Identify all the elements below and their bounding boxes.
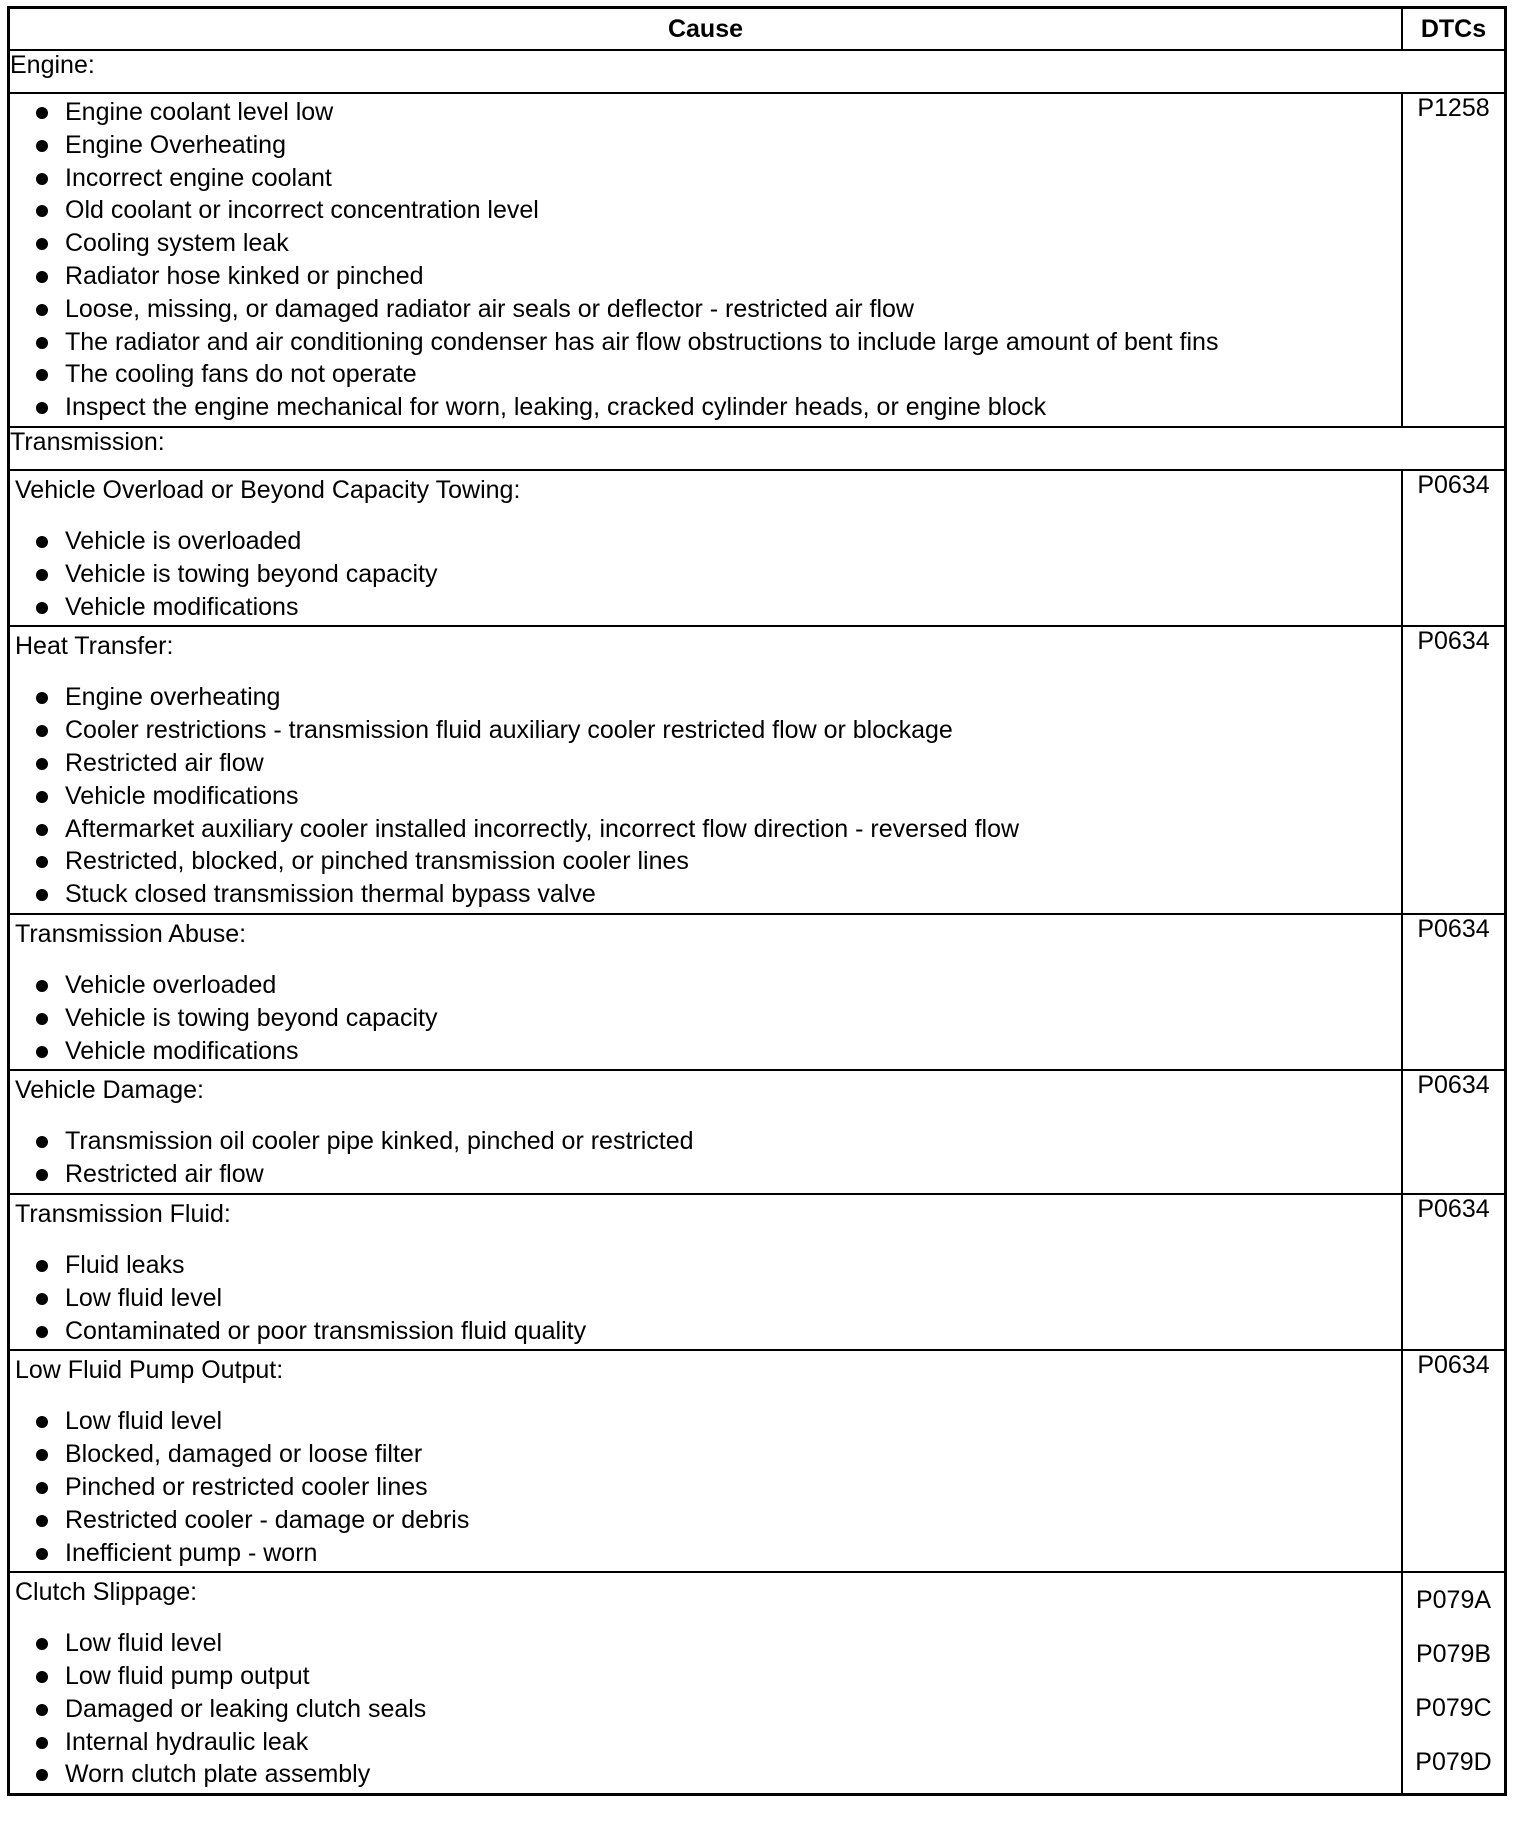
list-item: Restricted air flow — [10, 747, 1401, 780]
table-row — [9, 626, 1506, 914]
cause-group — [9, 1572, 1403, 1794]
list-item: Transmission oil cooler pipe kinked, pinched or restricted — [10, 1125, 1401, 1158]
cause-list — [10, 1125, 1401, 1193]
cause-group — [9, 626, 1403, 914]
list-item: Vehicle modifications — [10, 780, 1401, 813]
dtc-code: P0634 — [1402, 1070, 1506, 1194]
list-item: Aftermarket auxiliary cooler installed incorrectly, incorrect flow direction - reversed flow — [10, 813, 1401, 846]
list-item: Inefficient pump - worn — [10, 1537, 1401, 1570]
list-item: Old coolant or incorrect concentration level — [10, 194, 1401, 227]
engine-dtc: P1258 — [1402, 93, 1506, 427]
dtc-code: P0634 — [1402, 1350, 1506, 1572]
list-item: Vehicle is towing beyond capacity — [10, 558, 1401, 591]
group-title: Transmission Abuse: — [15, 919, 247, 948]
list-item: Pinched or restricted cooler lines — [10, 1471, 1401, 1504]
list-item: Cooling system leak — [10, 227, 1401, 260]
cause-list — [10, 969, 1401, 1069]
list-item: Restricted, blocked, or pinched transmission cooler lines — [10, 845, 1401, 878]
cause-group — [9, 1070, 1403, 1194]
cause-group — [9, 1194, 1403, 1350]
list-item: Inspect the engine mechanical for worn, leaking, cracked cylinder heads, or engine block — [10, 391, 1401, 424]
list-item: Restricted cooler - damage or debris — [10, 1504, 1401, 1537]
list-item: Low fluid level — [10, 1282, 1401, 1315]
cause-dtc-table — [7, 6, 1507, 1796]
dtc-code: P0634 — [1402, 914, 1506, 1070]
list-item: Low fluid pump output — [10, 1660, 1401, 1693]
group-title: Low Fluid Pump Output: — [15, 1356, 284, 1385]
table-row — [9, 914, 1506, 1070]
table-row — [9, 1070, 1506, 1194]
list-item: Cooler restrictions - transmission fluid auxiliary cooler restricted flow or blockage — [10, 714, 1401, 747]
list-item: Internal hydraulic leak — [10, 1726, 1401, 1759]
list-item: Engine Overheating — [10, 129, 1401, 162]
dtc-code-list — [1402, 1572, 1506, 1794]
list-item: Fluid leaks — [10, 1249, 1401, 1282]
dtc-code: P0634 — [1402, 1194, 1506, 1350]
engine-causes — [9, 93, 1403, 427]
dtc-code: P079A — [1415, 1586, 1492, 1615]
cause-list — [10, 1405, 1401, 1571]
list-item: The radiator and air conditioning condenser has air flow obstructions to include large amount of bent fins — [10, 326, 1401, 359]
cause-list — [10, 681, 1401, 913]
dtc-code: P0634 — [1402, 470, 1506, 626]
cause-group — [9, 914, 1403, 1070]
table-row — [9, 1350, 1506, 1572]
list-item: Incorrect engine coolant — [10, 162, 1401, 195]
engine-row — [9, 93, 1506, 427]
header-row — [9, 8, 1506, 51]
group-title: Clutch Slippage: — [15, 1578, 198, 1607]
list-item: Blocked, damaged or loose filter — [10, 1438, 1401, 1471]
list-item: Engine overheating — [10, 681, 1401, 714]
list-item: Radiator hose kinked or pinched — [10, 260, 1401, 293]
list-item: Restricted air flow — [10, 1158, 1401, 1191]
list-item: Vehicle modifications — [10, 1035, 1401, 1068]
list-item: Engine coolant level low — [10, 96, 1401, 129]
dtc-code: P079C — [1415, 1694, 1492, 1723]
table-row — [9, 1572, 1506, 1794]
group-title: Vehicle Overload or Beyond Capacity Towing: — [15, 475, 521, 504]
dtcs-header: DTCs — [1402, 8, 1506, 51]
cause-list — [10, 1249, 1401, 1349]
list-item: Damaged or leaking clutch seals — [10, 1693, 1401, 1726]
cause-group — [9, 1350, 1403, 1572]
cause-list — [10, 1627, 1401, 1793]
cause-group — [9, 470, 1403, 626]
list-item: The cooling fans do not operate — [10, 358, 1401, 391]
list-item: Stuck closed transmission thermal bypass valve — [10, 878, 1401, 911]
transmission-section-title: Transmission: — [9, 427, 1506, 470]
table-row — [9, 1194, 1506, 1350]
group-title: Transmission Fluid: — [15, 1199, 231, 1228]
group-title: Heat Transfer: — [15, 632, 174, 661]
list-item: Vehicle is towing beyond capacity — [10, 1002, 1401, 1035]
dtc-code: P0634 — [1402, 626, 1506, 914]
list-item: Loose, missing, or damaged radiator air seals or deflector - restricted air flow — [10, 293, 1401, 326]
cause-header: Cause — [9, 8, 1403, 51]
engine-section-row — [9, 50, 1506, 93]
list-item: Low fluid level — [10, 1627, 1401, 1660]
dtc-code: P079B — [1415, 1640, 1492, 1669]
list-item: Contaminated or poor transmission fluid quality — [10, 1315, 1401, 1348]
group-title: Vehicle Damage: — [15, 1076, 205, 1105]
list-item: Vehicle modifications — [10, 591, 1401, 624]
table-row — [9, 470, 1506, 626]
list-item: Low fluid level — [10, 1405, 1401, 1438]
transmission-section-row — [9, 427, 1506, 470]
engine-cause-list — [10, 94, 1401, 426]
list-item: Vehicle overloaded — [10, 969, 1401, 1002]
engine-section-title: Engine: — [9, 50, 1506, 93]
list-item: Vehicle is overloaded — [10, 525, 1401, 558]
dtc-code: P079D — [1415, 1748, 1492, 1777]
list-item: Worn clutch plate assembly — [10, 1758, 1401, 1791]
cause-list — [10, 525, 1401, 625]
